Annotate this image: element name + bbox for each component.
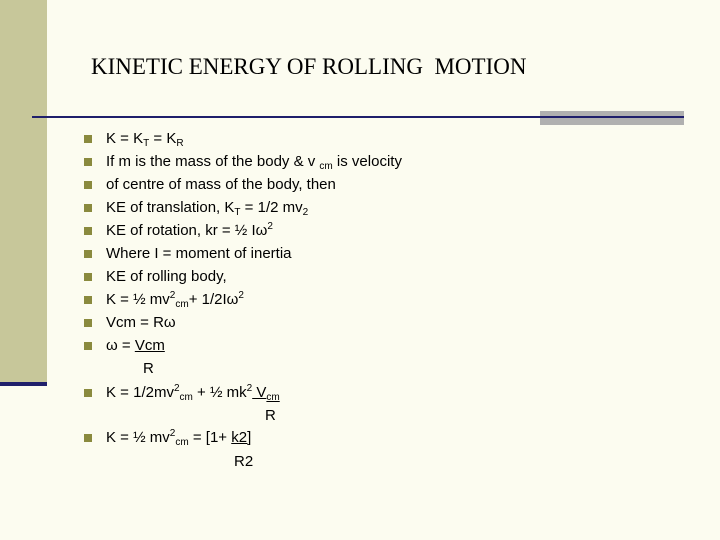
bullet-marker [84, 434, 92, 442]
bullet-marker [84, 342, 92, 350]
bullet-marker [84, 319, 92, 327]
bullet-line: ω = Vcm [106, 337, 165, 354]
bullet-line: Where I = moment of inertia [106, 245, 292, 262]
fraction-denominator: R [143, 360, 154, 377]
title-rule-accent [540, 111, 684, 125]
bullet-marker [84, 135, 92, 143]
bullet-line: If m is the mass of the body & v $_{cm}$ is velocity [106, 153, 402, 172]
bullet-marker [84, 227, 92, 235]
slide-title: KINETIC ENERGY OF ROLLING MOTION [91, 54, 527, 79]
bullet-line: KE of rotation, kr = ½ $I\omega^2$ [106, 221, 273, 239]
fraction-denominator: R2 [234, 453, 254, 470]
bullet-marker [84, 181, 92, 189]
bullet-marker [84, 158, 92, 166]
bullet-line: K = ½ $mv^2_{cm} = [1+ k2]$ [106, 428, 252, 448]
bullet-line: KE of translation, $K_T = 1/2$ $mv_2$ [106, 199, 309, 218]
bullet-marker [84, 204, 92, 212]
bullet-line: $K = K_T = K_R$ [106, 130, 184, 149]
bullet-marker [84, 273, 92, 281]
bullet-line: K = ½ $mv^2_{cm}+ 1/2I\omega^2$ [106, 290, 244, 310]
side-decoration-bar [0, 0, 47, 382]
bullet-line: Vcm = Rω [106, 314, 176, 331]
bullet-line: of centre of mass of the body, then [106, 176, 336, 193]
bullet-marker [84, 389, 92, 397]
bullet-marker [84, 296, 92, 304]
bullet-line: KE of rolling body, [106, 268, 227, 285]
title-rule-overlay [540, 116, 684, 118]
bullet-line: $K = 1/2mv^2_{cm}$ + ½ $mk^2$ $V_{cm}$ [106, 383, 280, 403]
fraction-denominator: R [265, 407, 276, 424]
bullet-marker [84, 250, 92, 258]
side-accent-line [0, 382, 47, 386]
